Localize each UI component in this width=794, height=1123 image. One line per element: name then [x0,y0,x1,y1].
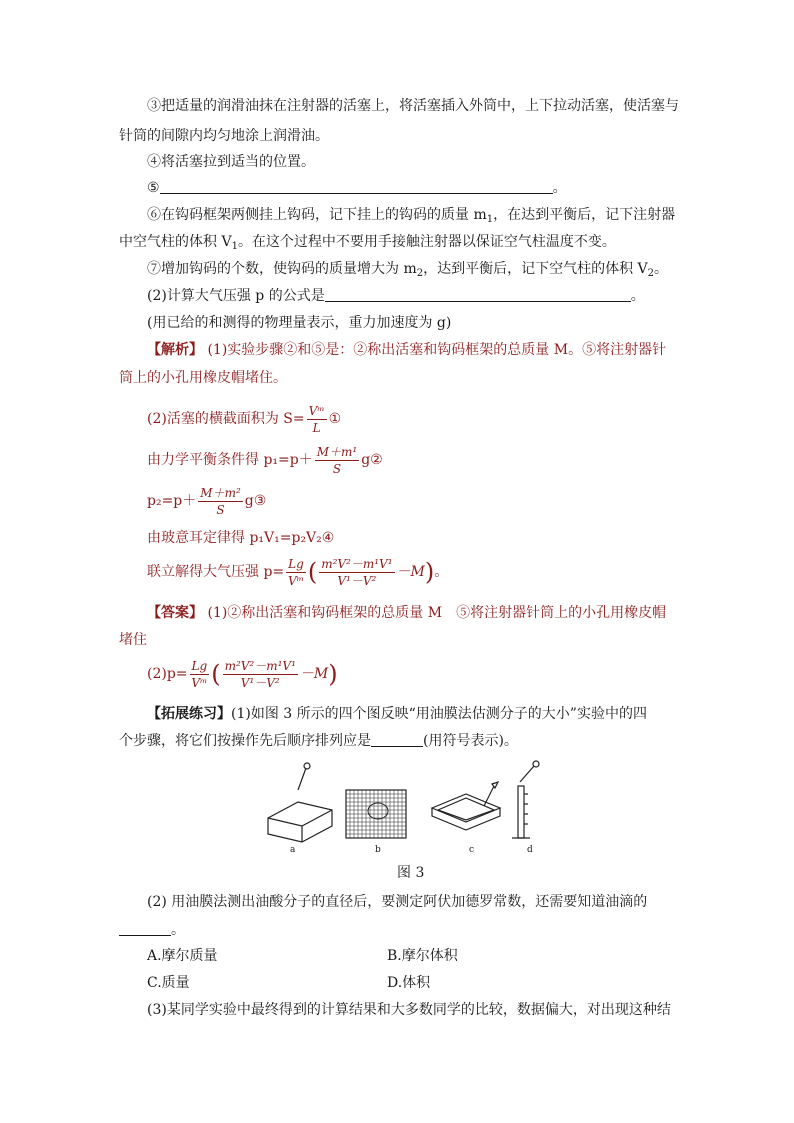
step-7-end: 。 [654,261,669,277]
eq2-fraction [315,444,359,477]
extension-line-1 [147,704,647,724]
eq5-inner-fraction [319,556,394,589]
extension-label: 【拓展练习】 [147,706,231,722]
extension-q1-prefix: 个步骤，将它们按操作先后顺序排列应是 [119,733,371,749]
figure-c-tray-icon [432,782,500,830]
answer-formula-prefix: (2)p= [147,666,188,682]
figure-d-cylinder-icon [512,761,539,838]
step-5-blank [160,179,553,194]
step-5-end: 。 [552,180,567,196]
step-6-line-2 [119,232,616,257]
answer-tail: －M [299,666,329,682]
question-2-end: 。 [630,288,645,304]
equation-1 [147,402,341,436]
analysis-line-1 [147,340,666,360]
eq5-fraction [286,556,306,589]
option-c: C.质量 [147,975,190,991]
extension-q2-blank [119,921,171,936]
step-3-line-1: ③把适量的润滑油抹在注射器的活塞上，将活塞插入外筒中，上下拉动活塞，使活塞与 [147,98,679,114]
extension-q2-end: 。 [171,922,185,938]
step-5-label: ⑤ [147,180,160,196]
step-6-line-1 [147,205,675,230]
eq1-tag: ① [328,411,342,427]
eq5-end: 。 [434,564,449,580]
analysis-label: 【解析】 [147,342,203,358]
eq5-denominator: Vᵐ [287,573,304,588]
eq5-numerator: Lg [288,556,304,571]
answer-inner-fraction [223,658,298,691]
eq2-tag: g② [361,452,383,468]
answer-open-paren: ( [211,660,221,688]
option-d: D.体积 [387,975,431,991]
figure-caption: 图 3 [397,865,425,881]
eq1-fraction [307,403,327,436]
answer-label: 【答案】 [147,605,203,621]
option-a: A.摩尔质量 [147,948,218,964]
analysis-part-1: (1)实验步骤②和⑤是：②称出活塞和钩码框架的总质量 M。⑤将注射器针 [207,342,667,358]
answer-line-2: 堵住 [119,632,147,648]
step-6b-end: 。在这个过程中不要用手接触注射器以保证空气柱温度不变。 [237,234,616,250]
figure-label-b: b [375,845,381,855]
question-2 [147,286,645,306]
equation-4: 由玻意耳定律得 p₁V₁=p₂V₂④ [147,530,335,546]
eq1-numerator: Vᵐ [308,403,325,418]
step-6b-sub: 1 [231,241,238,252]
eq1-denominator: L [312,420,321,435]
figure-label-a: a [290,845,296,855]
figure-label-d: d [527,845,533,855]
answer-denominator: Vᵐ [191,675,208,690]
answer-part-1: (1)②称出活塞和钩码框架的总质量 M ⑤将注射器针筒上的小孔用橡皮帽 [207,605,667,621]
eq1-prefix: (2)活塞的横截面积为 S= [147,411,305,427]
eq5-open-paren: ( [307,558,318,586]
figure-label-c: c [469,845,475,855]
eq3-tag: g③ [244,493,267,509]
step-6-text-end: ，在达到平衡后，记下注射器 [493,207,676,223]
figure-b-grid-icon [346,790,406,838]
equation-2 [147,443,383,477]
eq5-prefix: 联立解得大气压强 p= [147,564,285,580]
extension-q3: (3)某同学实验中最终得到的计算结果和大多数同学的比较，数据偏大，对出现这种结 [147,1002,671,1018]
step-4: ④将活塞拉到适当的位置。 [147,154,315,170]
figure-3 [262,760,562,860]
extension-q1-blank [371,732,423,747]
answer-close-paren: ) [328,660,338,688]
step-5 [147,178,567,198]
step-6b-text: 中空气柱的体积 V [119,234,232,250]
step-3-line-2: 针筒的间隙内均匀地涂上润滑油。 [119,128,329,144]
eq5-inner-denominator: V¹－V² [337,573,377,588]
step-7-sub: 2 [416,268,424,279]
answer-inner-numerator: m²V²－m¹V¹ [224,658,296,673]
step-6-text: ⑥在钩码框架两侧挂上钩码，记下挂上的钩码的质量 m [147,207,487,223]
eq2-numerator: M＋m¹ [316,444,358,459]
eq2-prefix: 由力学平衡条件得 p₁=p＋ [147,452,313,468]
eq5-close-paren: ) [424,558,435,586]
equation-5 [147,554,448,590]
answer-inner-denominator: V¹－V² [240,675,280,690]
extension-q2-line-2 [119,920,185,940]
analysis-line-2: 筒上的小孔用橡皮帽堵住。 [119,370,287,386]
step-7-mid: ，达到平衡后，记下空气柱的体积 V [423,261,648,277]
step-7 [147,259,668,284]
eq5-tail: －M [396,564,425,580]
equation-3 [147,484,266,518]
extension-q2-line-1: (2) 用油膜法测出油酸分子的直径后，要测定阿伏加德罗常数，还需要知道油滴的 [147,894,648,910]
eq3-numerator: M＋m² [200,485,241,500]
eq3-denominator: S [216,502,225,517]
figure-a-dish-icon [268,763,332,842]
eq2-denominator: S [332,461,342,476]
extension-q1-text: (1)如图 3 所示的四个图反映“用油膜法估测分子的大小”实验中的四 [231,706,647,722]
eq5-inner-numerator: m²V²－m¹V¹ [321,556,393,571]
answer-fraction [190,658,210,691]
answer-line-1 [147,603,666,623]
step-6-sub: 1 [486,214,494,225]
extension-line-2 [119,731,518,751]
question-2-note: (用已给的和测得的物理量表示，重力加速度为 g) [147,315,452,331]
step-7-text: ⑦增加钩码的个数，使钩码的质量增大为 m [147,261,417,277]
answer-numerator: Lg [191,658,208,673]
answer-formula [147,656,338,692]
eq3-fraction [198,485,242,518]
option-b: B.摩尔体积 [387,948,458,964]
eq3-prefix: p₂=p＋ [147,493,197,509]
step-7-sub2: 2 [647,268,655,279]
question-2-blank [325,287,631,302]
extension-q1-end: (用符号表示)。 [423,733,518,749]
question-2-text: (2)计算大气压强 p 的公式是 [147,288,325,304]
